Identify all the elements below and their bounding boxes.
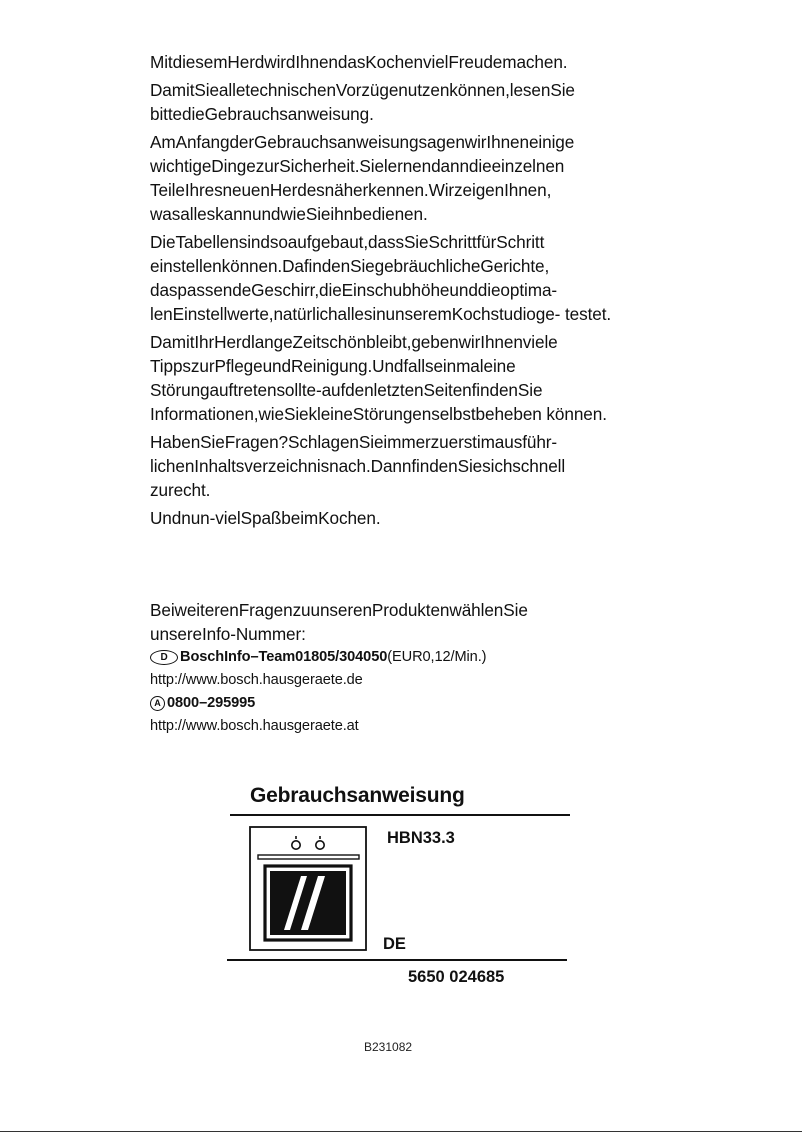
germany-hotline (150, 646, 630, 669)
germany-badge-icon: D (150, 650, 178, 665)
intro-paragraph: Undnun-vielSpaßbeimKochen. (150, 508, 381, 528)
intro-paragraph (150, 430, 620, 502)
oven-icon (249, 826, 369, 952)
title-divider (230, 814, 570, 816)
intro-paragraph (150, 78, 620, 126)
austria-hotline-number: 0800–295995 (167, 695, 256, 711)
model-number: HBN33.3 (387, 829, 455, 847)
page-bottom-edge (0, 1131, 802, 1132)
intro-paragraph: MitdiesemHerdwirdIhnendasKochenvielFreudemachen. (150, 52, 568, 72)
intro-paragraph (150, 230, 620, 326)
austria-badge-icon: A (150, 696, 165, 711)
germany-hotline-price: (EUR0,12/Min.) (387, 649, 487, 665)
intro-paragraph-text: DieTabellensindsoaufgebaut,dassSieSchrittfürSchritt einstellenkönnen.DafindenSiegebräuchlicheGerichte, daspassendeGeschirr,dieEinschubhöheunddieoptima- lenEinstellwerte,natürlichallesinunseremKochstudioge- testet. (150, 232, 612, 324)
intro-text (150, 50, 620, 534)
intro-paragraph-text: DamitIhrHerdlangeZeitschönbleibt,gebenwirIhnenviele TippszurPflegeundReinigung.Undfallseinmaleine Störungauftretensollte-aufdenletztenSeitenfindenSie Informationen,wieSiekleineStörungenselbstbeheben können. (150, 332, 607, 424)
germany-website-link[interactable]: http://www.bosch.hausgeraete.de (150, 672, 363, 688)
contact-intro: BeiweiterenFragenzuunserenProduktenwählenSie unsereInfo-Nummer: (150, 600, 528, 644)
bottom-divider (227, 959, 567, 961)
germany-hotline-number: BoschInfo–Team01805/304050 (180, 649, 388, 665)
contact-info (150, 598, 630, 738)
print-code: B231082 (364, 1040, 413, 1054)
intro-paragraph (150, 130, 620, 226)
intro-paragraph-text: HabenSieFragen?SchlagenSieimmerzuerstimausführ- lichenInhaltsverzeichnisnach.DannfindenSiesichschnell zurecht. (150, 432, 566, 500)
manual-title: Gebrauchsanweisung (250, 784, 465, 807)
intro-paragraph-text: AmAnfangderGebrauchsanweisungsagenwirIhneneinige wichtigeDingezurSicherheit.Sielernendanndieeinzelnen TeileIhresneuenHerdesnäherkennen.WirzeigenIhnen, wasalleskannundwieSieihnbedienen. (150, 132, 575, 224)
language-code: DE (383, 935, 406, 953)
intro-paragraph (150, 330, 620, 426)
document-number: 5650 024685 (408, 968, 505, 986)
intro-paragraph-text: DamitSiealletechnischenVorzügenutzenkönnen,lesenSie bittedieGebrauchsanweisung. (150, 80, 575, 124)
austria-hotline (150, 692, 630, 715)
austria-website-link[interactable]: http://www.bosch.hausgeraete.at (150, 718, 359, 734)
